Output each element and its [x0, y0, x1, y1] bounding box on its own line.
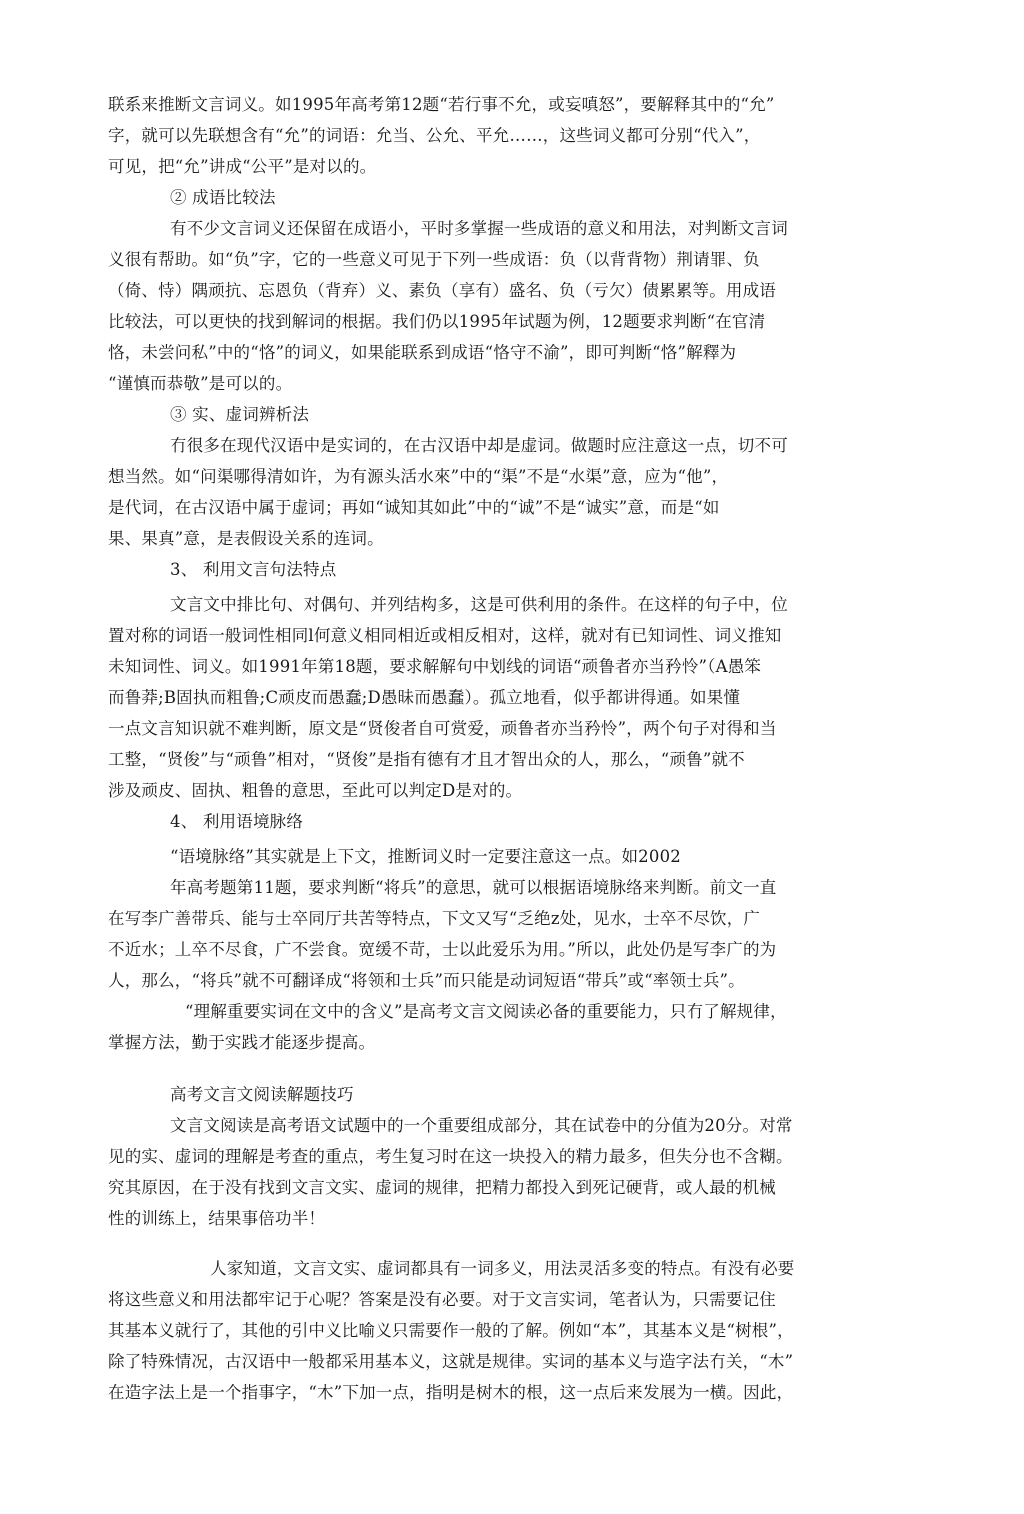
text-line: 可见，把“允”讲成“公平”是对以的。 [108, 157, 377, 176]
text-line: 见的实、虚词的理解是考查的重点，考生复习时在这一块投入的精力最多，但失分也不含糊。 [108, 1147, 793, 1166]
text-line: 文言文阅读是高考语文试题中的一个重要组成部分，其在试卷中的分值为20分。对常 [170, 1116, 793, 1135]
text-line: 人，那么，“将兵”就不可翻译成“将领和士兵”而只能是动词短语“带兵”或“率领士兵”。 [108, 971, 745, 990]
section-heading: ② 成语比较法 [170, 188, 276, 207]
text-line: 置对称的词语一般词性相同l何意义相同相近或相反相对，这样，就对有已知词性、词义推知 [108, 626, 782, 645]
text-line: 性的训练上，结果事倍功半！ [108, 1209, 326, 1228]
section-heading: 3、 利用文言句法特点 [170, 560, 337, 579]
text-line: “谨慎而恭敬”是可以的。 [108, 374, 293, 393]
text-line: 除了特殊情况，古汉语中一般都采用基本义，这就是规律。实词的基本义与造字法冇关，“木” [108, 1352, 794, 1371]
text-line: 其基本义就行了，其他的引中义比喻义只需要作一般的了解。例如“本”，其基本义是“树根”， [108, 1321, 794, 1340]
text-line: “理解重要实词在文中的含义”是高考文言文阅读必备的重要能力，只冇了解规律， [185, 1002, 787, 1021]
text-line: “语境脉络”其实就是上下文，推断词义时一定要注意这一点。如2002 [170, 847, 681, 866]
text-line: 冇很多在现代汉语中是实词的，在古汉语中却是虚词。做题时应注意这一点，切不可 [170, 436, 788, 455]
section-heading: ③ 实、虚词辨析法 [170, 405, 310, 424]
text-line: 恪，未尝问私”中的“恪”的词义，如果能联系到成语“恪守不渝”，即可判断“恪”解釋为 [108, 343, 737, 362]
text-line: 一点文言知识就不难判断，原文是“贤俊者自可赏爱，顽鲁者亦当矜怜”，两个句子对得和当 [108, 719, 777, 738]
section-heading: 4、 利用语境脉络 [170, 812, 304, 831]
text-line: 将这些意义和用法都牢记于心呢？答案是没有必要。对于文言实词，笔者认为，只需要记住 [108, 1290, 776, 1309]
text-line: 不近水；丄卒不尽食，广不尝食。宽缓不苛，士以此爱乐为用。”所以，此处仍是写李广的为 [108, 940, 777, 959]
text-line: 在写李广善带兵、能与士卒同厅共苦等特点，下文又写“乏绝z处，见水，士卒不尽饮，广 [108, 909, 761, 928]
text-line: 义很有帮助。如“负”字，它的一些意义可见于下列一些成语：负（以背背物）荆请罪、负 [108, 250, 760, 269]
text-line: 在造字法上是一个指事字，“木”下加一点，指明是树木的根，这一点后来发展为一横。因此， [108, 1383, 794, 1402]
text-line: 究其原因，在于没有找到文言文实、虚词的规律，把精力都投入到死记硬背，或人最的机械 [108, 1178, 776, 1197]
text-line: 有不少文言词义还保留在成语小，平时多掌握一些成语的意义和用法，对判断文言词 [170, 219, 788, 238]
text-line: 果、果真”意，是表假设关系的连词。 [108, 529, 384, 548]
text-line: 联系来推断文言词义。如1995年高考第12题“若行事不允，或妄嗔怒”，要解释其中的“允” [108, 95, 775, 114]
article-title: 高考文言文阅读解题技巧 [170, 1085, 354, 1104]
text-line: 是代词，在古汉语中属于虚词；再如“诚知其如此”中的“诚”不是“诚实”意，而是“如 [108, 498, 720, 517]
text-line: 人家知道，文言文实、虚词都具有一词多义，用法灵活多变的特点。有没有必要 [210, 1259, 795, 1278]
text-line: 想当然。如“问渠哪得清如许，为有源头活水來”中的“渠”不是“水渠”意，应为“他”， [108, 467, 729, 486]
text-line: （倚、恃）隅顽抗、忘恩负（背弃）义、素负（享有）盛名、负（亏欠）债累累等。用成语 [108, 281, 776, 300]
text-line: 工整，“贤俊”与“顽鲁”相对，“贤俊”是指有德有才且才智出众的人，那么，“顽鲁”就不 [108, 750, 745, 769]
text-line: 年高考题第11题，要求判断“将兵”的意思，就可以根据语境脉络来判断。前文一直 [170, 878, 777, 897]
text-line: 字，就可以先联想含有“允”的词语：允当、公允、平允……，这些词义都可分别“代入”， [108, 126, 761, 145]
text-line: 而鲁莽;B固执而粗鲁;C顽皮而愚蠢;D愚昧而愚蠢）。孤立地看，似乎都讲得通。如果懂 [108, 688, 741, 707]
text-line: 文言文中排比句、对偶句、并列结构多，这是可供利用的条件。在这样的句子中，位 [170, 595, 788, 614]
text-line: 涉及顽皮、固执、粗鲁的意思，至此可以判定D是对的。 [108, 781, 523, 800]
text-line: 比较法，可以更快的找到解词的根据。我们仍以1995年试题为例，12题要求判断“在官清 [108, 312, 766, 331]
text-line: 掌握方法，勤于实践才能逐步提高。 [108, 1033, 376, 1052]
text-line: 未知词性、词义。如1991年第18题，要求解解句中划线的词语“顽鲁者亦当矜怜”（A愚笨 [108, 657, 762, 676]
